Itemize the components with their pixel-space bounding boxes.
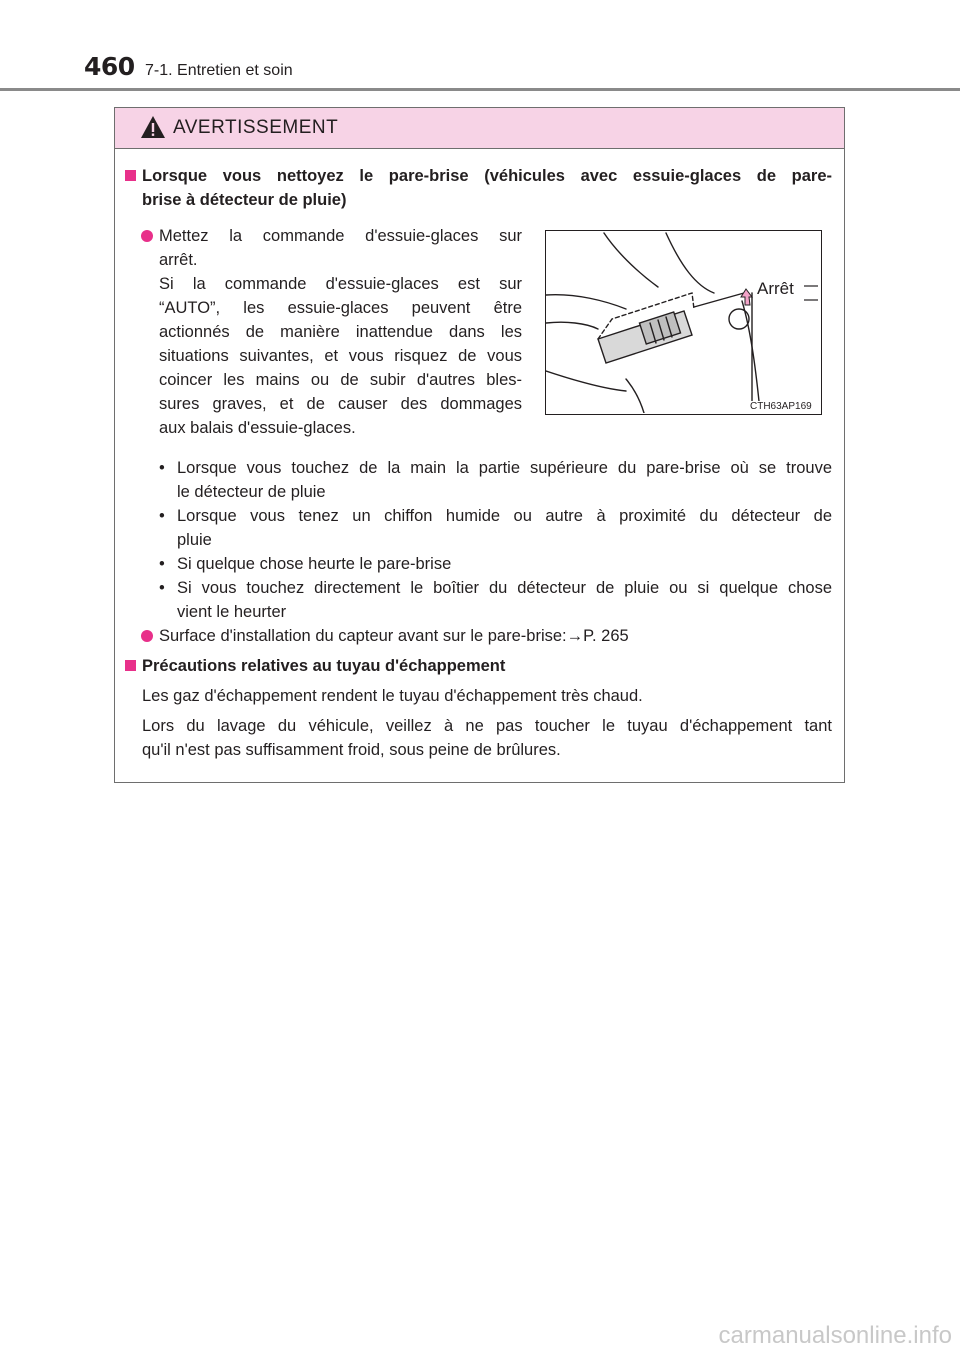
- bullet-dot-icon: [141, 230, 153, 242]
- section2-heading: Précautions relatives au tuyau d'échappement: [142, 657, 506, 675]
- wiper-switch-figure: [545, 230, 822, 415]
- wiper-lever-illustration: [546, 231, 820, 413]
- bullet1-line: situations suivantes, et vous risquez de vous: [159, 347, 522, 365]
- warning-content: [115, 108, 844, 782]
- page-number: 460: [84, 52, 135, 81]
- warning-box: [114, 107, 845, 783]
- sub-bullet-line: pluie: [177, 531, 212, 549]
- figure-label-arret: Arrêt: [757, 279, 794, 298]
- bullet1-line: actionnés de manière inattendue dans les: [159, 323, 522, 341]
- bullet-dot-icon: [141, 630, 153, 642]
- section-title: 7-1. Entretien et soin: [145, 62, 293, 79]
- bullet1-line: coincer les mains ou de subir d'autres bles-: [159, 371, 522, 389]
- warning-title: AVERTISSEMENT: [173, 117, 339, 138]
- sub-bullet-line: Si quelque chose heurte le pare-brise: [177, 555, 452, 573]
- bullet1-line: aux balais d'essuie-glaces.: [159, 419, 356, 437]
- sub-bullet-mark: •: [159, 579, 165, 597]
- section2-para2-line1: Lors du lavage du véhicule, veillez à ne pas toucher le tuyau d'échappement tant: [142, 717, 832, 735]
- sub-bullet-mark: •: [159, 459, 165, 477]
- bullet1-line: arrêt.: [159, 251, 198, 269]
- header-rule: [0, 88, 960, 91]
- section1-heading-line1: Lorsque vous nettoyez le pare-brise (véhicules avec essuie-glaces de pare-: [142, 167, 832, 185]
- watermark: carmanualsonline.info: [718, 1322, 952, 1349]
- section-square-icon: [125, 170, 136, 181]
- bullet1-line: Si la commande d'essuie-glaces est sur: [159, 275, 522, 293]
- sub-bullet-mark: •: [159, 555, 165, 573]
- sub-bullet-line: le détecteur de pluie: [177, 483, 326, 501]
- figure-code: CTH63AP169: [750, 401, 812, 412]
- section-square-icon: [125, 660, 136, 671]
- bullet1-line: “AUTO”, les essuie-glaces peuvent être: [159, 299, 522, 317]
- sub-bullet-line: Lorsque vous touchez de la main la partie supérieure du pare-brise où se trouve: [177, 459, 832, 477]
- bullet1-line: sures graves, et de causer des dommages: [159, 395, 522, 413]
- section2-para1: Les gaz d'échappement rendent le tuyau d'échappement très chaud.: [142, 687, 643, 705]
- bullet1-line: Mettez la commande d'essuie-glaces sur: [159, 227, 522, 245]
- section1-heading-line2: brise à détecteur de pluie): [142, 191, 347, 209]
- bullet2-text: Surface d'installation du capteur avant sur le pare-brise:→P. 265: [159, 627, 629, 645]
- section2-para2-line2: qu'il n'est pas suffisamment froid, sous peine de brûlures.: [142, 741, 561, 759]
- sub-bullet-line: vient le heurter: [177, 603, 287, 621]
- sub-bullet-line: Si vous touchez directement le boîtier du détecteur de pluie ou si quelque chose: [177, 579, 832, 597]
- sub-bullet-mark: •: [159, 507, 165, 525]
- sub-bullet-line: Lorsque vous tenez un chiffon humide ou autre à proximité du détecteur de: [177, 507, 832, 525]
